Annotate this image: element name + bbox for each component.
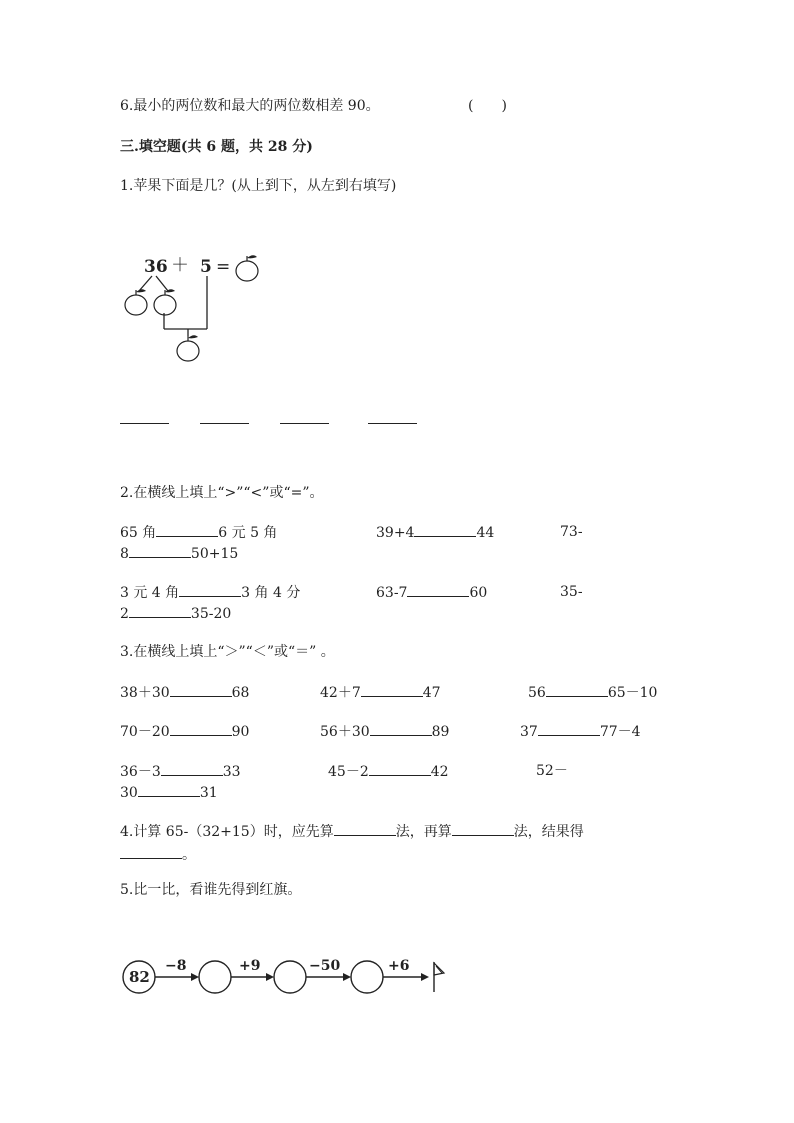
comparison-expression-start: 35- <box>560 584 583 600</box>
question-4-part: 法，结果得 <box>513 824 584 840</box>
comparison-left: 42＋7 <box>320 685 361 701</box>
equation-equals: = <box>216 257 231 277</box>
comparison-right: 60 <box>469 585 488 601</box>
operation-label: +6 <box>388 958 410 974</box>
question-5-prompt: 5.比一比，看谁先得到红旗。 <box>120 882 302 898</box>
comparison-left: 56 <box>528 685 546 701</box>
question-4-part: 4.计算 65-（32+15）时，应先算 <box>120 824 334 840</box>
comparison-left: 63-7 <box>376 585 408 601</box>
comparison-right: 89 <box>431 724 450 740</box>
comparison-right: 44 <box>476 525 495 541</box>
comparison-right: 90 <box>231 724 250 740</box>
comparison-right: 31 <box>199 785 218 801</box>
comparison-left: 2 <box>120 606 129 622</box>
comparison-right: 6 元 5 角 <box>218 525 278 541</box>
comparison-left: 3 元 4 角 <box>120 585 180 601</box>
comparison-right: 68 <box>231 685 250 701</box>
equation-plus: ＋ <box>171 255 189 276</box>
question-3-prompt: 3.在横线上填上“＞”“＜”或“＝” 。 <box>120 644 335 660</box>
comparison-right: 47 <box>422 685 441 701</box>
comparison-right: 42 <box>430 764 449 780</box>
comparison-right: 3 角 4 分 <box>241 585 301 601</box>
comparison-right: 35-20 <box>190 606 232 622</box>
comparison-left: 45－2 <box>328 764 369 780</box>
comparison-left: 39+4 <box>376 525 415 541</box>
operation-label: +9 <box>239 958 261 974</box>
comparison-left: 8 <box>120 546 129 562</box>
equation-number-a: 36 <box>144 257 168 277</box>
equation-number-b: 5 <box>200 257 212 277</box>
comparison-right: 77－4 <box>599 724 641 740</box>
comparison-expression-start: 73- <box>560 524 583 540</box>
start-number: 82 <box>129 968 150 986</box>
comparison-left: 38＋30 <box>120 685 170 701</box>
section-title: 三.填空题(共 6 题，共 28 分) <box>120 139 313 155</box>
comparison-right: 65－10 <box>607 685 658 701</box>
comparison-left: 70－20 <box>120 724 170 740</box>
comparison-right: 50+15 <box>190 546 239 562</box>
comparison-left: 56＋30 <box>320 724 370 740</box>
question-1-prompt: 1.苹果下面是几？(从上到下，从左到右填写) <box>120 178 397 194</box>
comparison-right: 33 <box>222 764 241 780</box>
answer-parentheses: ( ) <box>468 98 507 114</box>
question-6-text: 6.最小的两位数和最大的两位数相差 90。 <box>120 98 380 114</box>
question-4-end: 。 <box>182 847 196 863</box>
comparison-left: 65 角 <box>120 525 157 541</box>
operation-label: −50 <box>309 958 341 974</box>
comparison-left: 30 <box>120 785 138 801</box>
comparison-left: 37 <box>520 724 538 740</box>
question-4-part: 法，再算 <box>395 824 452 840</box>
comparison-left: 36－3 <box>120 764 161 780</box>
question-2-prompt: 2.在横线上填上“>”“<”或“=”。 <box>120 485 324 501</box>
operation-label: −8 <box>165 958 187 974</box>
comparison-expression-start: 52－ <box>536 763 568 779</box>
